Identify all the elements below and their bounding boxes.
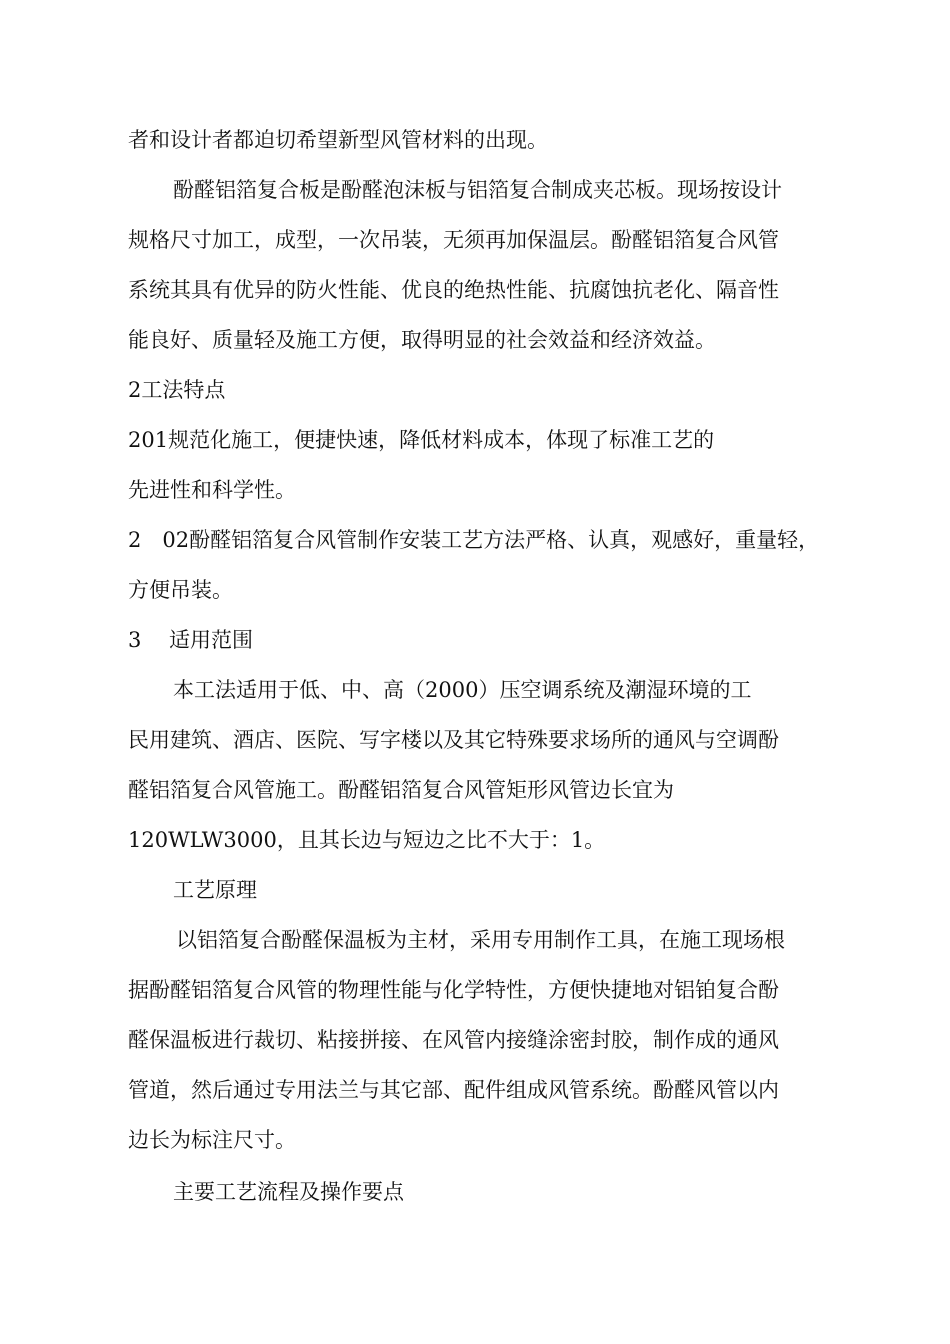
text-line: 系统其具有优异的防火性能、优良的绝热性能、抗腐蚀抗老化、隔音性 <box>128 278 779 302</box>
text-line: 方便吊装。 <box>128 578 233 602</box>
text-line: 醛铝箔复合风管施工。酚醛铝箔复合风管矩形风管边长宜为 <box>128 778 674 802</box>
paragraph-line: 酚醛铝箔复合板是酚醛泡沫板与铝箔复合制成夹芯板。现场按设计 <box>173 178 782 202</box>
text-line: 醛保温板进行裁切、粘接拼接、在风管内接缝涂密封胶，制作成的通风 <box>128 1028 779 1052</box>
section-heading: 工艺原理 <box>173 878 257 902</box>
text-line: 规格尺寸加工，成型，一次吊装，无须再加保温层。酚醛铝箔复合风管 <box>128 228 779 252</box>
text-line: 者和设计者都迫切希望新型风管材料的出现。 <box>128 128 548 152</box>
text-line: 能良好、质量轻及施工方便，取得明显的社会效益和经济效益。 <box>128 328 716 352</box>
section-heading: 主要工艺流程及操作要点 <box>173 1180 404 1204</box>
text-line: 据酚醛铝箔复合风管的物理性能与化学特性，方便快捷地对铝铂复合酚 <box>128 978 779 1002</box>
text-line: 2 02酚醛铝箔复合风管制作安装工艺方法严格、认真，观感好，重量轻， <box>128 528 820 552</box>
text-line: 120WLW3000，且其长边与短边之比不大于：1。 <box>128 828 606 852</box>
text-line: 边长为标注尺寸。 <box>128 1128 296 1152</box>
text-line: 民用建筑、酒店、医院、写字楼以及其它特殊要求场所的通风与空调酚 <box>128 728 779 752</box>
paragraph-line: 以铝箔复合酚醛保温板为主材，采用专用制作工具，在施工现场根 <box>176 928 785 952</box>
section-heading: 3 适用范围 <box>128 628 254 652</box>
text-line: 201规范化施工，便捷快速，降低材料成本，体现了标准工艺的 <box>128 428 715 452</box>
text-line: 管道，然后通过专用法兰与其它部、配件组成风管系统。酚醛风管以内 <box>128 1078 779 1102</box>
section-heading: 2工法特点 <box>128 378 226 402</box>
text-line: 先进性和科学性。 <box>128 478 296 502</box>
paragraph-line: 本工法适用于低、中、高（2000）压空调系统及潮湿环境的工 <box>173 678 752 702</box>
